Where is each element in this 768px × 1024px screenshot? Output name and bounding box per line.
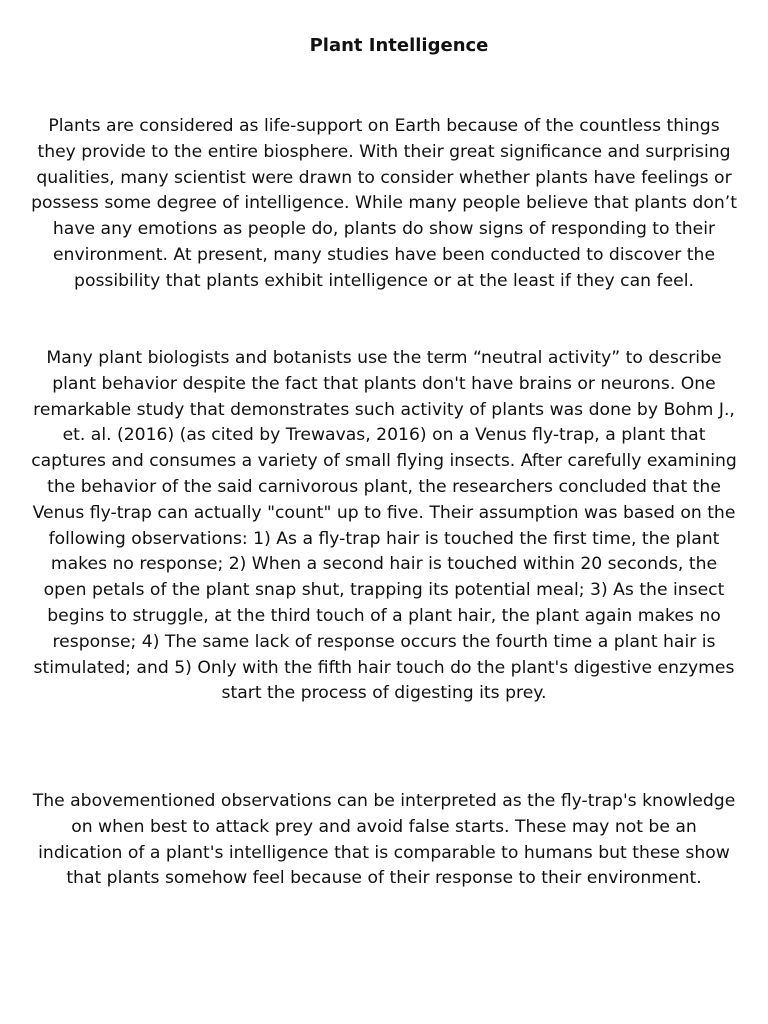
page-title: Plant Intelligence (309, 35, 489, 56)
paragraph-conclusion: The abovementioned observations can be interpreted as the fly-trap's knowledge on when best to attack prey and avoid false starts. These may not be an indication of a plant's intelligence that is comparable to humans but these show that plants somehow feel because of their response to their environment. (32, 791, 736, 889)
paragraph-venus-flytrap-study: Many plant biologists and botanists use the term “neutral activity” to describe plant behavior despite the fact that plants don't have brains or neurons. One remarkable study that demonstrates such activity of plants was done by Bohm J., et. al. (2016) (as cited by Trewavas, 2016) on a Venus fly-trap, a plant that captures and consumes a variety of small flying insects. After carefully examining the behavior of the said carnivorous plant, the researchers concluded that the Venus fly-trap can actually "count" up to five. Their assumption was based on the following observations: 1) As a fly-trap hair is touched the first time, the plant makes no response; 2) When a second hair is touched within 20 seconds, the open petals of the plant snap shut, trapping its potential meal; 3) As the insect begins to struggle, at the third touch of a plant hair, the plant again makes no response; 4) The same lack of response occurs the fourth time a plant hair is stimulated; and 5) Only with the fifth hair touch do the plant's digestive enzymes start the process of digesting its prey. (31, 348, 737, 704)
paragraph-intro: Plants are considered as life-support on Earth because of the countless things they provide to the entire biosphere. With their great significance and surprising qualities, many scientist were drawn to consider whether plants have feelings or possess some degree of intelligence. While many people believe that plants don’t have any emotions as people do, plants do show signs of responding to their environment. At present, many studies have been conducted to discover the possibility that plants exhibit intelligence or at the least if they can feel. (31, 116, 737, 291)
